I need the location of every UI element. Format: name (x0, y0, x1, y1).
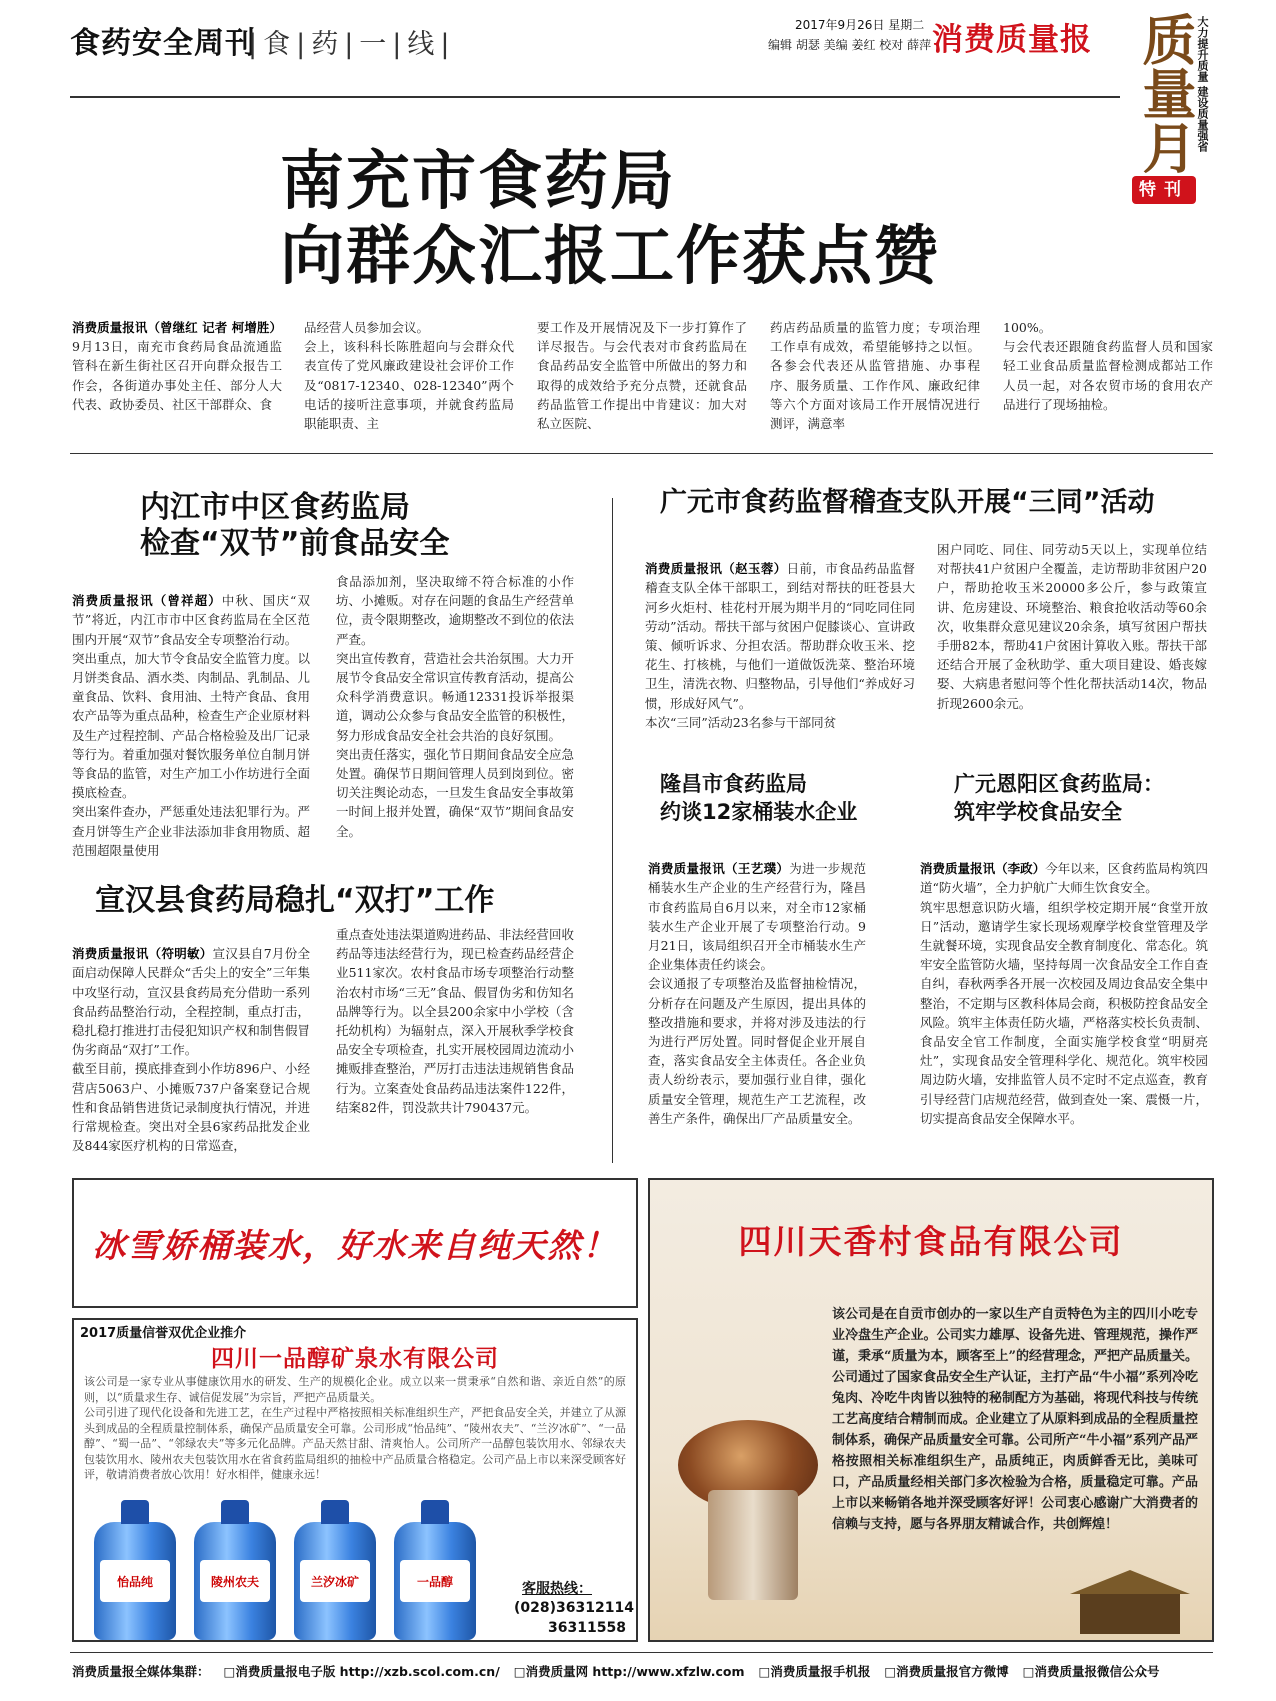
neijiang-column-1: 消费质量报讯（曾祥超）中秋、国庆“双节”将近，内江市市中区食药监局在全区范围内开展“双节”食品安全专项整治行动。 突出重点，加大节令食品安全监管力度。以月饼类食品、酒水类、肉制品、乳制品、儿童食品、饮料、食用油、土特产食品、食用农产品等为重点品种，检查生产企业原材料及生产过程控制、产品合格检验及出厂记录等行为。着重加强对餐饮服务单位自制月饼等食品的监管，对生产加工小作坊进行全面摸底检查。 突出案件查办，严惩重处违法犯罪行为。严查月饼等生产企业非法添加非食用物质、超范围超限量使用 (72, 593, 310, 858)
quality-month-badge: 质量月 (1134, 12, 1198, 174)
longchang-headline-line1: 隆昌市食药监局 (660, 772, 807, 796)
enyang-headline-line1: 广元恩阳区食药监局： (954, 772, 1164, 796)
water-bottle: 怡品纯 (94, 1522, 176, 1640)
water-bottle: 兰汐冰矿 (294, 1522, 376, 1640)
section-title: 食药安全周刊 (70, 26, 256, 61)
neijiang-headline-line1: 内江市中区食药监局 (140, 490, 410, 525)
water-bottle: 一品醇 (394, 1522, 476, 1640)
hotline-phone-2: 36311558 (548, 1620, 626, 1636)
xuanhan-headline: 宣汉县食药局稳扎“双打”工作 (95, 883, 495, 918)
lead-column-3: 要工作及开展情况及下一步打算作了详尽报告。与会代表对市食药监局在食品药品安全监管中所做出的努力和取得的成效给予充分点赞，还就食品药品监管工作提出中肯建议：加大对私立医院、 (537, 320, 747, 432)
footer-bar (72, 1662, 1214, 1680)
food-pavilion-image (1050, 1560, 1210, 1640)
xuanhan-column-2: 重点查处违法渠道购进药品、非法经营回收药品等违法经营行为，现已检查药品经营企业511家次。农村食品市场专项整治行动整治农村市场“三无”食品、假冒伪劣和仿知名品牌等行为。以全县200余家中小学校（含托幼机构）为辐射点，深入开展秋季学校食品安全专项检查，扎实开展校园周边流动小摊贩排查整治，严厉打击违法违规销售食品行为。立案查处食品药品违法案件122件，结案82件，罚没款共计790437元。 (336, 927, 574, 1115)
footer-link-website[interactable]: □消费质量网 http://www.xfzlw.com (513, 1664, 745, 1679)
lead-column-4: 药店药品质量的监管力度；专项治理工作卓有成效，希望能够持之以恒。各参会代表还从监管措施、办事程序、服务质量、工作作风、廉政纪律等六个方面对该局工作开展情况进行测评，满意率 (770, 320, 980, 432)
lead-bottom-rule (70, 453, 1213, 454)
lead-column-1: 消费质量报讯（曾继红 记者 柯增胜）9月13日，南充市食药局食品流通监管科在新生街社区召开向群众报告工作会，各街道办事处主任、部分人大代表、政协委员、社区干部群众、食 (72, 320, 282, 412)
guangyuan-headline: 广元市食药监督稽查支队开展“三同”活动 (660, 487, 1155, 518)
food-ad-box (648, 1178, 1214, 1642)
footer-link-weibo[interactable]: □消费质量报官方微博 (884, 1664, 1009, 1679)
subsection-title: |食|药|一|线| (248, 29, 456, 60)
neijiang-column-2: 食品添加剂，坚决取缔不符合标准的小作坊、小摊贩。对存在问题的食品生产经营单位，责令限期整改，逾期整改不到位的依法严查。 突出宣传教育，营造社会共治氛围。大力开展节令食品安全常识宣传教育活动，提高公众科学消费意识。畅通12331投诉举报渠道，调动公众参与食品安全监管的积极性，努力形成食品安全社会共治的良好氛围。 突出责任落实，强化节日期间食品安全应急处置。确保节日期间管理人员到岗到位。密切关注舆论动态，一旦发生食品安全事故第一时间上报并处置，确保“双节”期间食品安全。 (336, 574, 574, 839)
water-company-name: 四川一品醇矿泉水有限公司 (211, 1346, 499, 1372)
water-slogan-box (72, 1178, 638, 1308)
food-ad-body: 该公司是在自贡市创办的一家以生产自贡特色为主的四川小吃专业冷盘生产企业。公司实力雄厚、设备先进、管理规范，操作严谨，秉承“质量为本，顾客至上”的经营理念，严把产品质量关。 公司通过了国家食品安全生产认证，主打产品“牛小福”系列冷吃兔肉、冷吃牛肉皆以独特的秘制配方为基础，将现代科技与传统工艺高度结合精制而成。企业建立了从原料到成品的全程质量控制体系，确保产品质量安全可靠。公司所产“牛小福”系列产品严格按照相关标准组织生产，品质纯正，肉质鲜香无比，美味可口，产品质量经相关部门多次检验为合格，质量稳定可靠。产品上市以来畅销各地并深受顾客好评！公司衷心感谢广大消费者的信赖与支持，愿与各界朋友精诚合作，共创辉煌！ (832, 1307, 1198, 1532)
neijiang-headline-line2: 检查“双节”前食品安全 (140, 526, 450, 561)
lead-column-2: 品经营人员参加会议。 会上，该科科长陈胜超向与会群众代表宣传了党风廉政建设社会评价工作及“0817-12340、028-12340”两个电话的接听注意事项，并就食药监局职能职责、主 (304, 320, 514, 432)
longchang-headline-line2: 约谈12家桶装水企业 (660, 800, 858, 824)
food-company-name: 四川天香村食品有限公司 (738, 1222, 1124, 1261)
guangyuan-column-2: 困户同吃、同住、同劳动5天以上，实现单位结对帮扶41户贫困户全覆盖，走访帮助非贫困户20户，帮助抢收玉米20000多公斤，参与政策宣讲、危房建设、环境整治、粮食抢收活动等60余次，收集群众意见建议20余条，填写贫困户帮扶手册82本，帮助41户贫困计算收入账。帮扶干部还结合开展了金秋助学、重大项目建设、婚丧嫁娶、大病患者慰问等个性化帮扶活动14次，物品折现2600余元。 (937, 542, 1207, 711)
paper-name: 消费质量报 (932, 22, 1092, 58)
badge-slogan: 大力提升质量 建设质量强省 (1196, 16, 1209, 152)
longchang-body: 消费质量报讯（王艺璞）为进一步规范桶装水生产企业的生产经营行为，隆昌市食药监局自6月以来，对全市12家桶装水生产企业开展了专项整治行动。9月21日，该局组织召开全市桶装水生产企业集体责任约谈会。 会议通报了专项整治及监督抽检情况，分析存在问题及产生原因，提出具体的整改措施和要求，并将对涉及违法的行为进行严厉处置。同时督促企业开展自查，落实食品安全主体责任。各企业负责人纷纷表示，要加强行业自律，强化质量安全管理，规范生产工艺流程，改善生产条件，确保出厂产品质量安全。 (648, 861, 866, 1126)
footer-link-mobile[interactable]: □消费质量报手机报 (758, 1664, 871, 1679)
footer-rule (70, 1652, 1213, 1653)
water-ad-box (72, 1318, 638, 1642)
enyang-body: 消费质量报讯（李政）今年以来，区食药监局构筑四道“防火墙”，全力护航广大师生饮食安全。 筑牢思想意识防火墙，组织学校定期开展“食堂开放日”活动，邀请学生家长现场观摩学校食堂管理及学生就餐环境，实现食品安全教育制度化、常态化。筑牢安全监管防火墙，坚持每周一次食品安全工作自查自纠，春秋两季各开展一次校园及周边食品安全集中整治，不定期与区教科体局会商，积极防控食品安全风险。筑牢主体责任防火墙，严格落实校长负责制、食品安全官工作制度，全面实施学校食堂“明厨亮灶”，实现食品安全管理科学化、规范化。筑牢校园周边防火墙，安排监管人员不定时不定点巡查，教育引导经营门店规范经营，做到查处一案、震慑一片，切实提高食品安全保障水平。 (920, 861, 1208, 1126)
masthead-rule (70, 96, 1120, 98)
guangyuan-column-1: 消费质量报讯（赵玉蓉）日前，市食品药品监督稽查支队全体干部职工，到结对帮扶的旺苍县大河乡火炬村、桂花村开展为期半月的“同吃同住同劳动”活动。帮扶干部与贫困户促膝谈心、宣讲政策、倾听诉求、分担农活。帮助群众收玉米、挖花生、打核桃，与他们一道做饭洗菜、整治环境卫生，清洗衣物、归整物品，引导他们“养成好习惯，形成好风气”。 本次“三同”活动23名参与干部同贫 (645, 561, 915, 730)
water-ad-body: 该公司是一家专业从事健康饮用水的研发、生产的规模化企业。成立以来一贯秉承“自然和谐、亲近自然”的原则，以“质量求生存、诚信促发展”为宗旨，严把产品质量关。 公司引进了现代化设备和先进工艺，在生产过程中严格按照相关标准组织生产，严把食品安全关，并建立了从源头到成品的全程质量控制体系，确保产品质量安全可靠。公司形成“怡品纯”、“陵州农夫”、“兰汐冰矿”、“一品醇”、“蜀一品”、“邻绿农夫”等多元化品牌。产品天然甘甜、清爽怡人。公司所产一品醇包装饮用水、邻绿农夫包装饮用水、陵州农夫包装饮用水在省食药监局组织的抽检中产品质量合格稳定。公司产品上市以来深受顾客好评，敬请消费者放心饮用！好水相伴，健康永远！ (84, 1375, 626, 1481)
hotline-label: 客服热线： (522, 1581, 592, 1597)
xuanhan-column-1: 消费质量报讯（符明敏）宣汉县自7月份全面启动保障人民群众“舌尖上的安全”三年集中攻坚行动，宣汉县食药局充分借助一系列食品药品整治行动，全程控制，重点打击，稳扎稳打推进打击侵犯知识产权和制售假冒伪劣商品“双打”工作。 截至目前，摸底排查到小作坊896户、小经营店5063户、小摊贩737户备案登记合规性和食品销售进货记录制度执行情况，并进行常规检查。突出对全县6家药品批发企业及844家医疗机构的日常巡查， (72, 946, 310, 1154)
special-issue-tag: 特刊 (1132, 176, 1196, 204)
lead-headline-line1: 南充市食药局 (280, 145, 676, 219)
water-bottle: 陵州农夫 (194, 1522, 276, 1640)
footer-prefix: 消费质量报全媒体集群： (72, 1664, 210, 1679)
lead-byline: 消费质量报讯（曾继红 记者 柯增胜） (72, 320, 282, 335)
hotline-phone-1: (028)36312114 (514, 1600, 634, 1616)
footer-link-wechat[interactable]: □消费质量报微信公众号 (1022, 1664, 1160, 1679)
column-divider (612, 498, 613, 1163)
water-slogan: 冰雪娇桶装水，好水来自纯天然！ (92, 1226, 618, 1265)
food-dish-image (668, 1380, 828, 1600)
issue-date: 2017年9月26日 星期二 (795, 18, 925, 32)
footer-link-epaper[interactable]: □消费质量报电子版 http://xzb.scol.com.cn/ (223, 1664, 500, 1679)
enyang-headline-line2: 筑牢学校食品安全 (954, 800, 1122, 824)
water-bottles (94, 1498, 494, 1640)
lead-headline-line2: 向群众汇报工作获点赞 (280, 220, 940, 294)
editors: 编辑 胡瑟 美编 姜红 校对 薛萍 (768, 38, 932, 52)
water-ad-tag: 2017质量信誉双优企业推介 (80, 1326, 247, 1341)
lead-column-5: 100%。 与会代表还跟随食药监督人员和国家轻工业食品质量监督检测成都站工作人员一起，对各农贸市场的食用农产品进行了现场抽检。 (1003, 320, 1213, 412)
